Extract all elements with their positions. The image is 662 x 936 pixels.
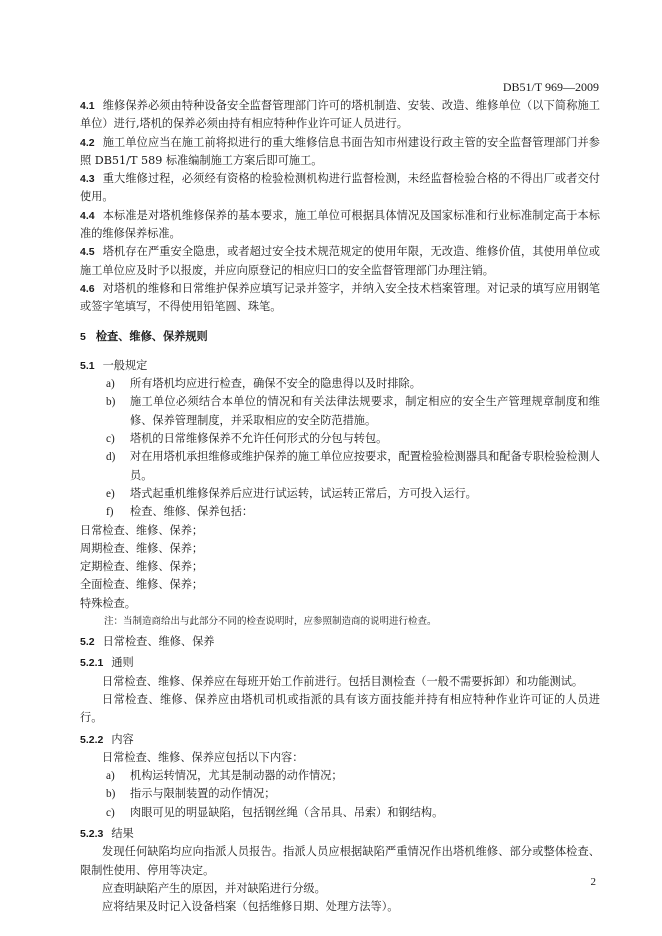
clause-number: 5.2.3 (80, 827, 104, 840)
list-item (80, 503, 600, 521)
item-marker: f) (106, 506, 114, 519)
document-body (80, 97, 600, 916)
section-number: 5 (80, 330, 86, 343)
paragraph: 应将结果及时记入设备档案（包括维修日期、处理方法等）。 (102, 900, 399, 914)
clause-text: 塔机存在严重安全隐患，或者超过安全技术规范规定的使用年限，无改造、维修价值，其使用单位或施工单位应及时予以报废，并应向原登记的相应归口的安全监督管理部门办理注销。 (80, 245, 600, 277)
item-text: 对在用塔机承担维修或维护保养的施工单位应按要求，配置检验检测器具和配备专职检验检测人员。 (130, 450, 600, 482)
paragraph: 应查明缺陷产生的原因，并对缺陷进行分级。 (102, 881, 326, 895)
clause-4-4 (80, 207, 600, 244)
inspection-type: 定期检查、维修、保养； (80, 560, 204, 574)
list-item (80, 393, 600, 430)
item-text: 施工单位必须结合本单位的情况和有关法律法规要求，制定相应的安全生产管理规章制度和维修、保养管理制度，并采取相应的安全防范措施。 (130, 395, 600, 427)
list-item (80, 375, 600, 393)
clause-number: 4.2 (80, 136, 95, 149)
item-marker: e) (106, 487, 115, 500)
item-text: 肉眼可见的明显缺陷，包括钢丝绳（含吊具、吊索）和钢结构。 (130, 805, 444, 819)
clause-4-3 (80, 170, 600, 207)
section-5-heading (80, 327, 600, 346)
inspection-type: 日常检查、维修、保养； (80, 523, 204, 537)
list-item (80, 485, 600, 503)
item-text: 机构运转情况，尤其是制动器的动作情况； (130, 769, 343, 783)
item-marker: c) (106, 806, 115, 819)
paragraph: 日常检查、维修、保养应包括以下内容： (102, 750, 304, 764)
note: 注：当制造商给出与此部分不同的检查说明时，应参照制造商的说明进行检查。 (104, 616, 437, 628)
document-code: DB51/T 969—2009 (502, 80, 599, 94)
clause-number: 4.5 (80, 246, 95, 259)
clause-title: 结果 (111, 826, 134, 840)
clause-5-2-2-heading (80, 731, 600, 749)
item-marker: c) (106, 433, 115, 446)
clause-5-1-heading (80, 357, 600, 375)
clause-5-2-heading (80, 633, 600, 651)
item-text: 指示与限制装置的动作情况； (130, 787, 276, 801)
item-marker: b) (106, 788, 116, 801)
clause-4-5 (80, 243, 600, 280)
item-text: 塔式起重机维修保养后应进行试运转，试运转正常后，方可投入运行。 (130, 486, 477, 500)
item-text: 所有塔机均应进行检查，确保不安全的隐患得以及时排除。 (130, 377, 421, 391)
section-title: 检查、维修、保养规则 (95, 328, 208, 343)
clause-number: 4.4 (80, 209, 95, 222)
list-item (80, 767, 600, 785)
clause-4-2 (80, 134, 600, 171)
item-marker: b) (106, 396, 116, 409)
clause-title: 内容 (111, 732, 134, 746)
item-text: 塔机的日常维修保养不允许任何形式的分包与转包。 (130, 432, 388, 446)
inspection-type: 全面检查、维修、保养； (80, 578, 204, 592)
inspection-type: 周期检查、维修、保养； (80, 541, 204, 555)
clause-4-1 (80, 97, 600, 134)
clause-5-2-1-heading (80, 654, 600, 672)
clause-5-2-3-heading (80, 825, 600, 843)
paragraph: 日常检查、维修、保养应由塔机司机或指派的具有该方面技能并持有相应特种作业许可证的人员进行。 (80, 692, 600, 725)
clause-title: 一般规定 (102, 358, 148, 372)
item-marker: a) (106, 770, 115, 783)
clause-text: 维修保养必须由特种设备安全监督管理部门许可的塔机制造、安装、改造、维修单位（以下简称施工单位）进行,塔机的保养必须由持有相应特种作业许可证人员进行。 (80, 99, 600, 131)
list-item (80, 785, 600, 803)
list-item (80, 430, 600, 448)
clause-4-6 (80, 280, 600, 317)
item-text: 检查、维修、保养包括： (130, 505, 254, 519)
clause-number: 4.3 (80, 173, 95, 186)
clause-number: 4.6 (80, 282, 95, 295)
paragraph: 日常检查、维修、保养应在每班开始工作前进行。包括目测检查（一般不需要拆卸）和功能测试。 (102, 674, 584, 688)
inspection-type: 特殊检查。 (80, 596, 136, 610)
clause-number: 5.2 (80, 636, 95, 649)
clause-title: 通则 (111, 656, 134, 670)
item-marker: d) (106, 451, 116, 464)
clause-text: 施工单位应当在施工前将拟进行的重大维修信息书面告知市州建设行政主管的安全监督管理部门并参照 DB51/T 589 标准编制施工方案后即可施工。 (80, 135, 600, 167)
clause-text: 本标准是对塔机维修保养的基本要求，施工单位可根据具体情况及国家标准和行业标准制定高于本标准的维修保养标准。 (80, 208, 600, 241)
item-marker: a) (106, 378, 115, 391)
clause-title: 日常检查、维修、保养 (102, 635, 215, 649)
list-item (80, 448, 600, 485)
list-item (80, 804, 600, 822)
clause-number: 5.2.2 (80, 733, 104, 746)
clause-text: 对塔机的维修和日常维护保养应填写记录并签字，并纳入安全技术档案管理。对记录的填写应用钢笔或签字笔填写，不得使用铅笔圆、珠笔。 (80, 281, 600, 314)
clause-text: 重大维修过程，必须经有资格的检验检测机构进行监督检测，未经监督检验合格的不得出厂或者交付使用。 (80, 172, 600, 204)
paragraph: 发现任何缺陷均应向指派人员报告。指派人员应根据缺陷严重情况作出塔机维修、部分或整体检查、限制性使用、停用等决定。 (80, 845, 600, 877)
clause-number: 4.1 (80, 100, 95, 112)
page-number: 2 (590, 876, 596, 888)
clause-number: 5.1 (80, 359, 95, 372)
clause-number: 5.2.1 (80, 657, 104, 670)
